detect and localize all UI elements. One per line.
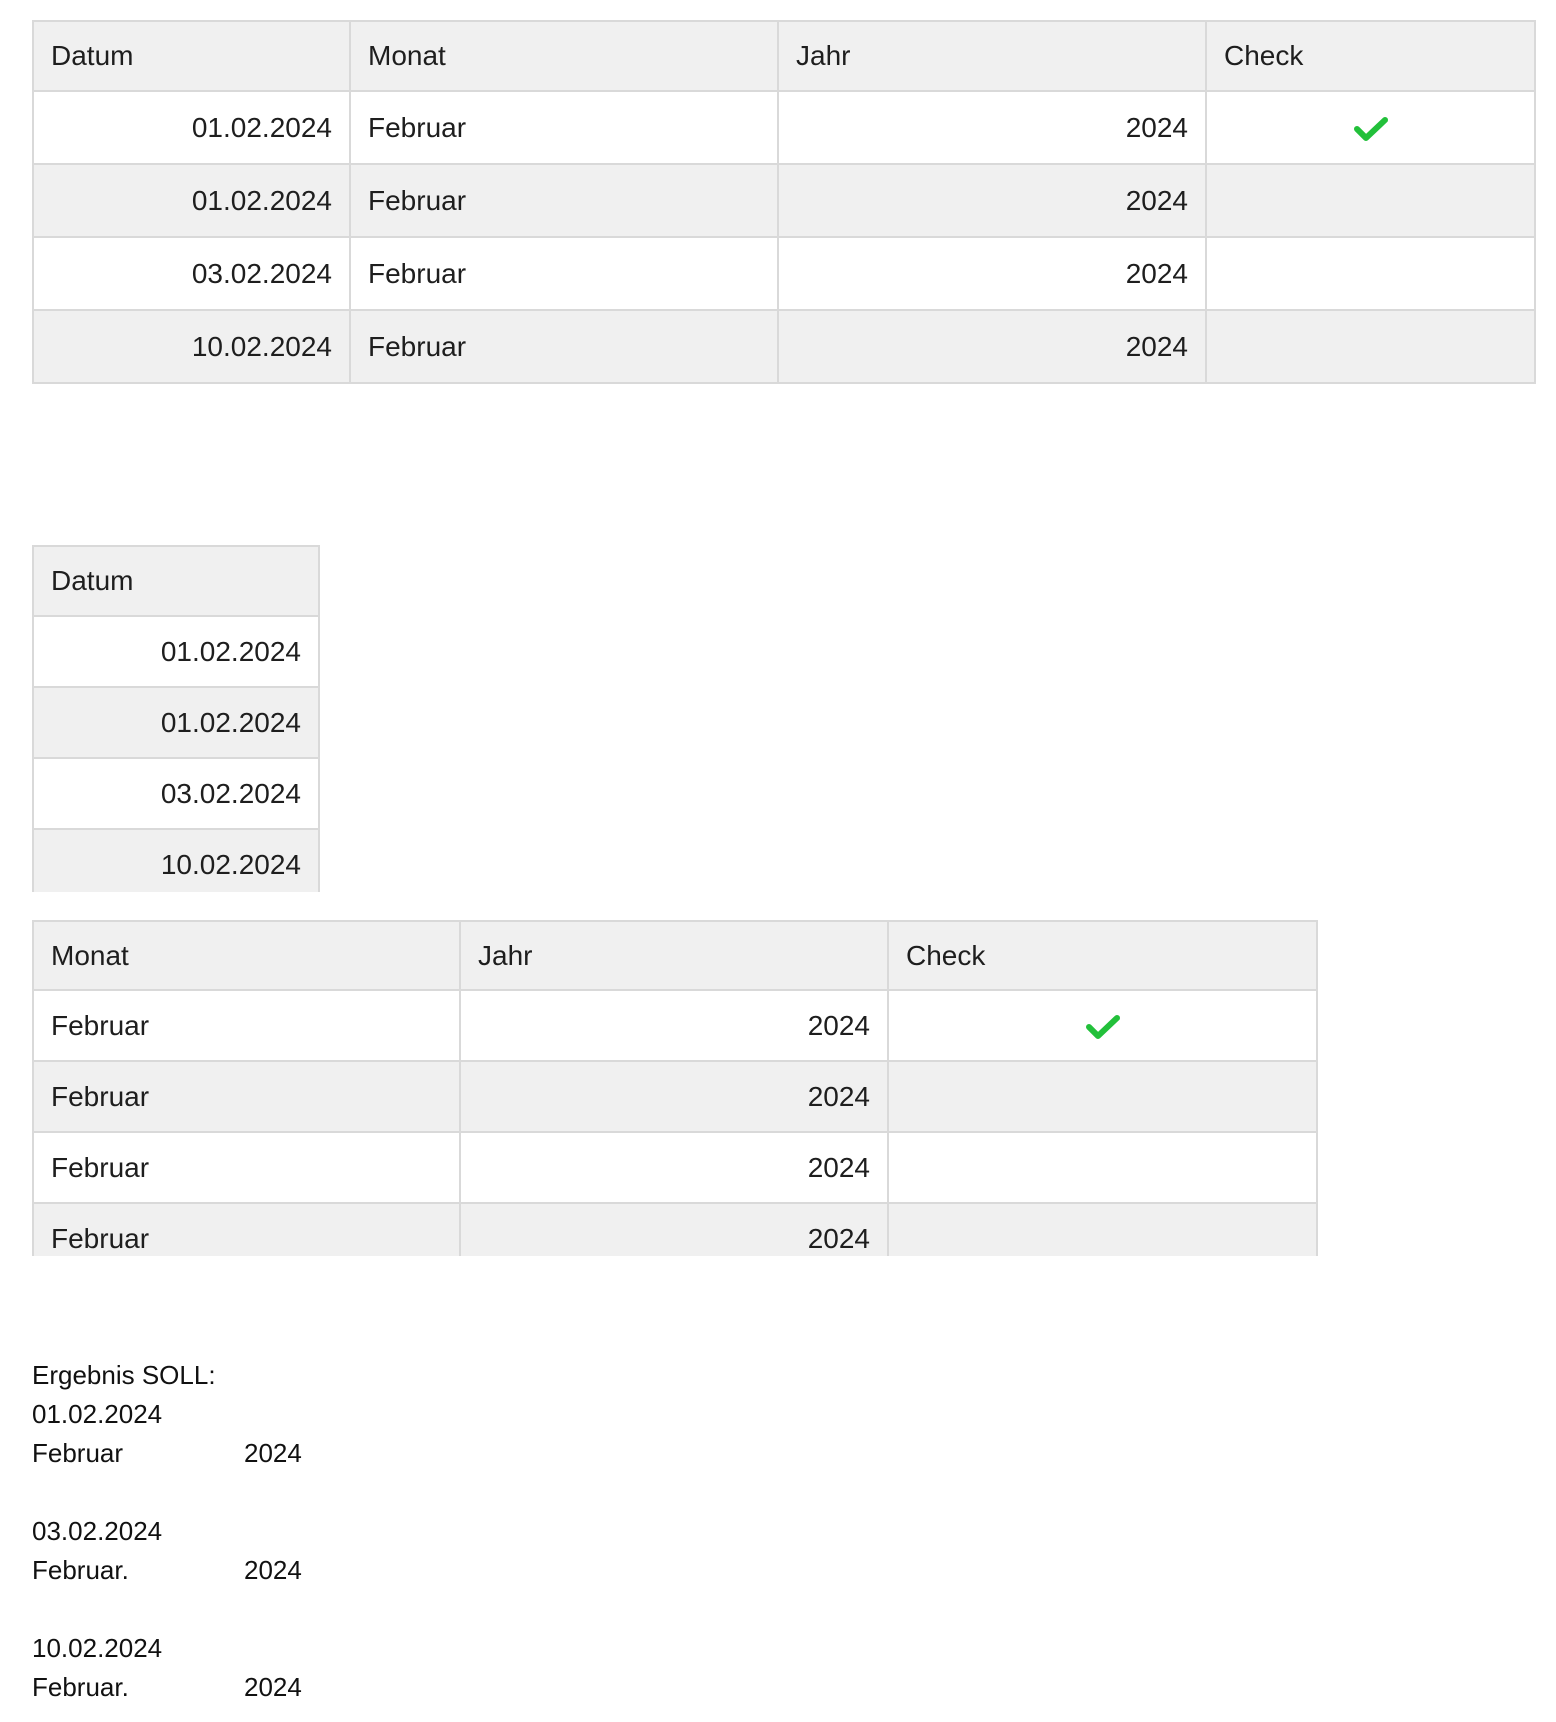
jahr-cell[interactable]: 2024 [778,310,1206,383]
check-cell[interactable] [888,1061,1317,1132]
result-month: Februar. [32,1672,129,1702]
jahr-cell[interactable]: 2024 [778,91,1206,164]
monat-cell[interactable]: Februar [350,164,778,237]
result-month-year [32,1434,302,1473]
result-year: 2024 [244,1672,302,1702]
table-row [33,1061,1317,1132]
result-year: 2024 [244,1555,302,1585]
result-date: 01.02.2024 [32,1399,163,1429]
result-month: Februar [32,1438,124,1468]
jahr-cell[interactable]: 2024 [778,164,1206,237]
result-title: Ergebnis SOLL: [32,1360,216,1390]
check-cell[interactable] [888,1132,1317,1203]
header-row [33,921,1317,990]
monat-table [32,920,1318,1275]
datum-table-clip [0,892,1556,918]
header-row [33,21,1535,91]
monat-cell[interactable]: Februar [33,1203,460,1274]
table-row [33,829,319,900]
jahr-cell[interactable]: 2024 [460,1061,888,1132]
result-block [32,1356,302,1707]
column-header-jahr[interactable]: Jahr [778,21,1206,91]
table-row [33,164,1535,237]
check-cell[interactable] [1206,91,1535,164]
jahr-cell[interactable]: 2024 [460,990,888,1061]
header-row [33,546,319,616]
table-row [33,687,319,758]
table-row [33,1132,1317,1203]
result-month: Februar. [32,1555,129,1585]
check-icon [1354,116,1388,142]
monat-cell[interactable]: Februar [350,91,778,164]
datum-table [32,545,320,901]
datum-cell[interactable]: 03.02.2024 [33,758,319,829]
datum-cell[interactable]: 01.02.2024 [33,687,319,758]
table-row [33,237,1535,310]
check-cell[interactable] [888,990,1317,1061]
jahr-cell[interactable]: 2024 [778,237,1206,310]
column-header-monat[interactable]: Monat [350,21,778,91]
result-date: 10.02.2024 [32,1633,163,1663]
column-header-datum[interactable]: Datum [33,546,319,616]
check-cell[interactable] [1206,237,1535,310]
datum-cell[interactable]: 10.02.2024 [33,829,319,900]
column-header-check[interactable]: Check [888,921,1317,990]
result-spacer [32,1473,302,1512]
datum-cell[interactable]: 01.02.2024 [33,164,350,237]
result-month-year [32,1668,302,1707]
datum-cell[interactable]: 10.02.2024 [33,310,350,383]
check-cell[interactable] [1206,164,1535,237]
column-header-monat[interactable]: Monat [33,921,460,990]
monat-cell[interactable]: Februar [350,310,778,383]
column-header-check[interactable]: Check [1206,21,1535,91]
jahr-cell[interactable]: 2024 [460,1132,888,1203]
result-month-year [32,1551,302,1590]
column-header-datum[interactable]: Datum [33,21,350,91]
result-year: 2024 [244,1438,302,1468]
table-row [33,616,319,687]
jahr-cell[interactable]: 2024 [460,1203,888,1274]
table-row [33,758,319,829]
result-spacer [32,1590,302,1629]
table-row [33,91,1535,164]
datum-cell[interactable]: 01.02.2024 [33,91,350,164]
monat-cell[interactable]: Februar [33,1061,460,1132]
datum-cell[interactable]: 03.02.2024 [33,237,350,310]
check-icon [1086,1014,1120,1040]
column-header-jahr[interactable]: Jahr [460,921,888,990]
monat-cell[interactable]: Februar [350,237,778,310]
monat-table-clip [0,1256,1556,1316]
monat-cell[interactable]: Februar [33,990,460,1061]
table-row [33,310,1535,383]
monat-cell[interactable]: Februar [33,1132,460,1203]
table-row [33,990,1317,1061]
result-date: 03.02.2024 [32,1516,163,1546]
check-cell[interactable] [1206,310,1535,383]
datum-cell[interactable]: 01.02.2024 [33,616,319,687]
main-table [32,20,1536,384]
